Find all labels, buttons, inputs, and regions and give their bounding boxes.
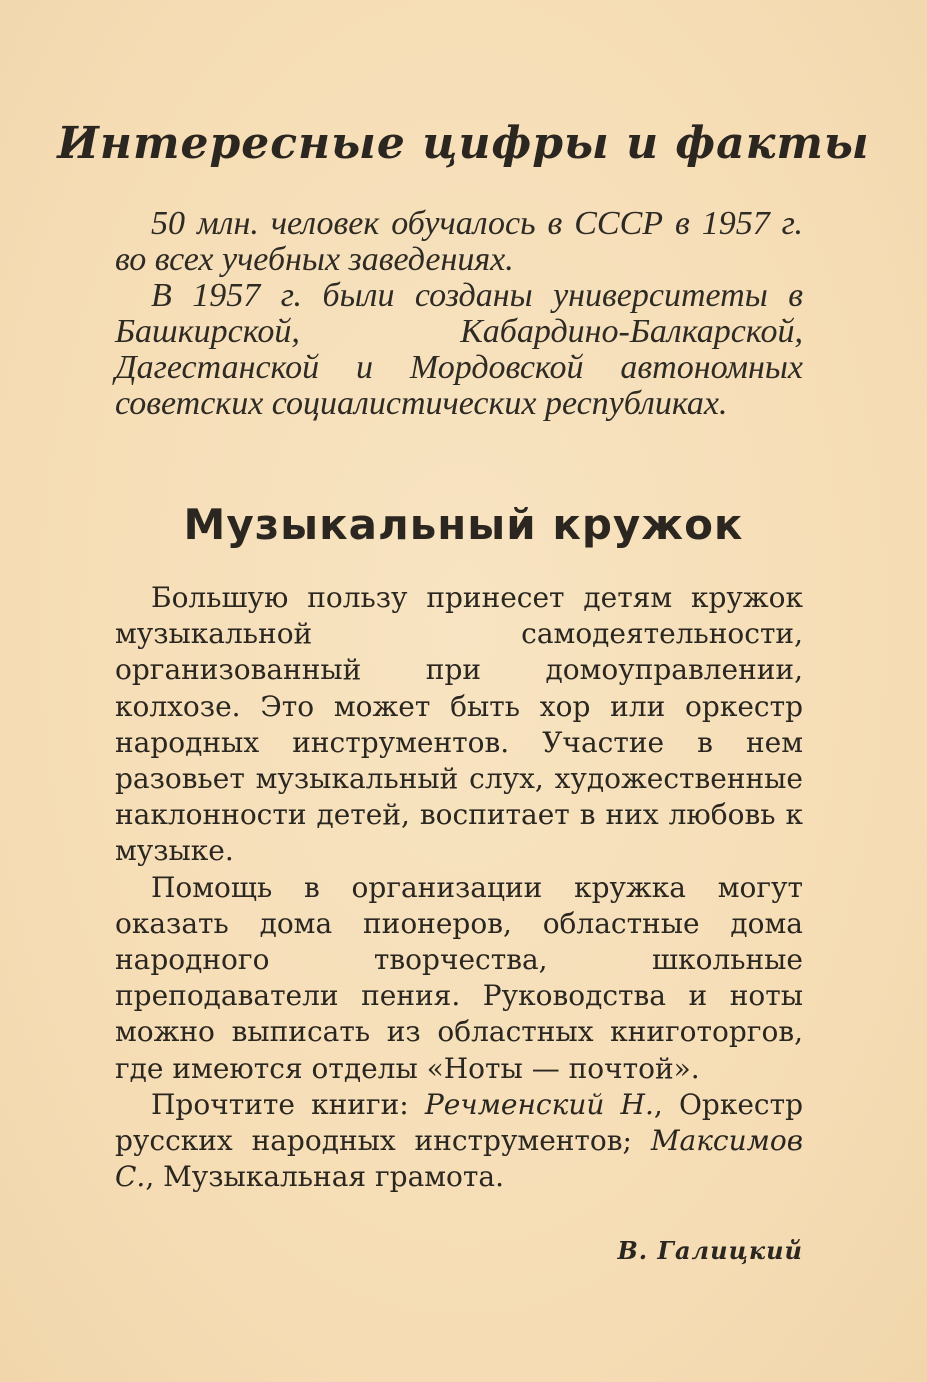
body-paragraph: Помощь в организации кружка могут оказать дома пионеров, областные дома народного творчества, школьные преподаватели пения. Руководства и ноты можно выписать из областных книготоргов, где имеются отделы «Ноты — почтой». (115, 870, 803, 1085)
section-title-music-club: Музыкальный кружок (183, 500, 744, 549)
facts-text (115, 206, 803, 422)
author-signature: В. Галицкий (617, 1236, 803, 1265)
section-title-interesting-facts: Интересные цифры и факты (57, 118, 870, 169)
reading-lead: Прочтите книги: (151, 1087, 425, 1121)
book-title: , Музыкальная грамота. (145, 1160, 504, 1194)
book-title: , Оркестр русских народных инструментов; (115, 1087, 803, 1158)
music-club-text (115, 580, 803, 1195)
book-author: Максимов С. (115, 1124, 803, 1194)
book-author: Речменский Н. (424, 1087, 654, 1121)
reading-list-paragraph (115, 1087, 803, 1196)
fact-paragraph: В 1957 г. были созданы университеты в Башкирской, Кабардино-Балкарской, Дагестанской и Мордовской автономных советских социалистических республиках. (115, 277, 803, 422)
body-paragraph: Большую пользу принесет детям кружок музыкальной самодеятельности, организованный при домоуправлении, колхозе. Это может быть хор или оркестр народных инструментов. Участие в нем разовьет музыкальный слух, художественные наклонности детей, воспитает в них любовь к музыке. (115, 581, 803, 868)
fact-paragraph: 50 млн. человек обучалось в СССР в 1957 г. во всех учебных заведениях. (115, 205, 803, 278)
